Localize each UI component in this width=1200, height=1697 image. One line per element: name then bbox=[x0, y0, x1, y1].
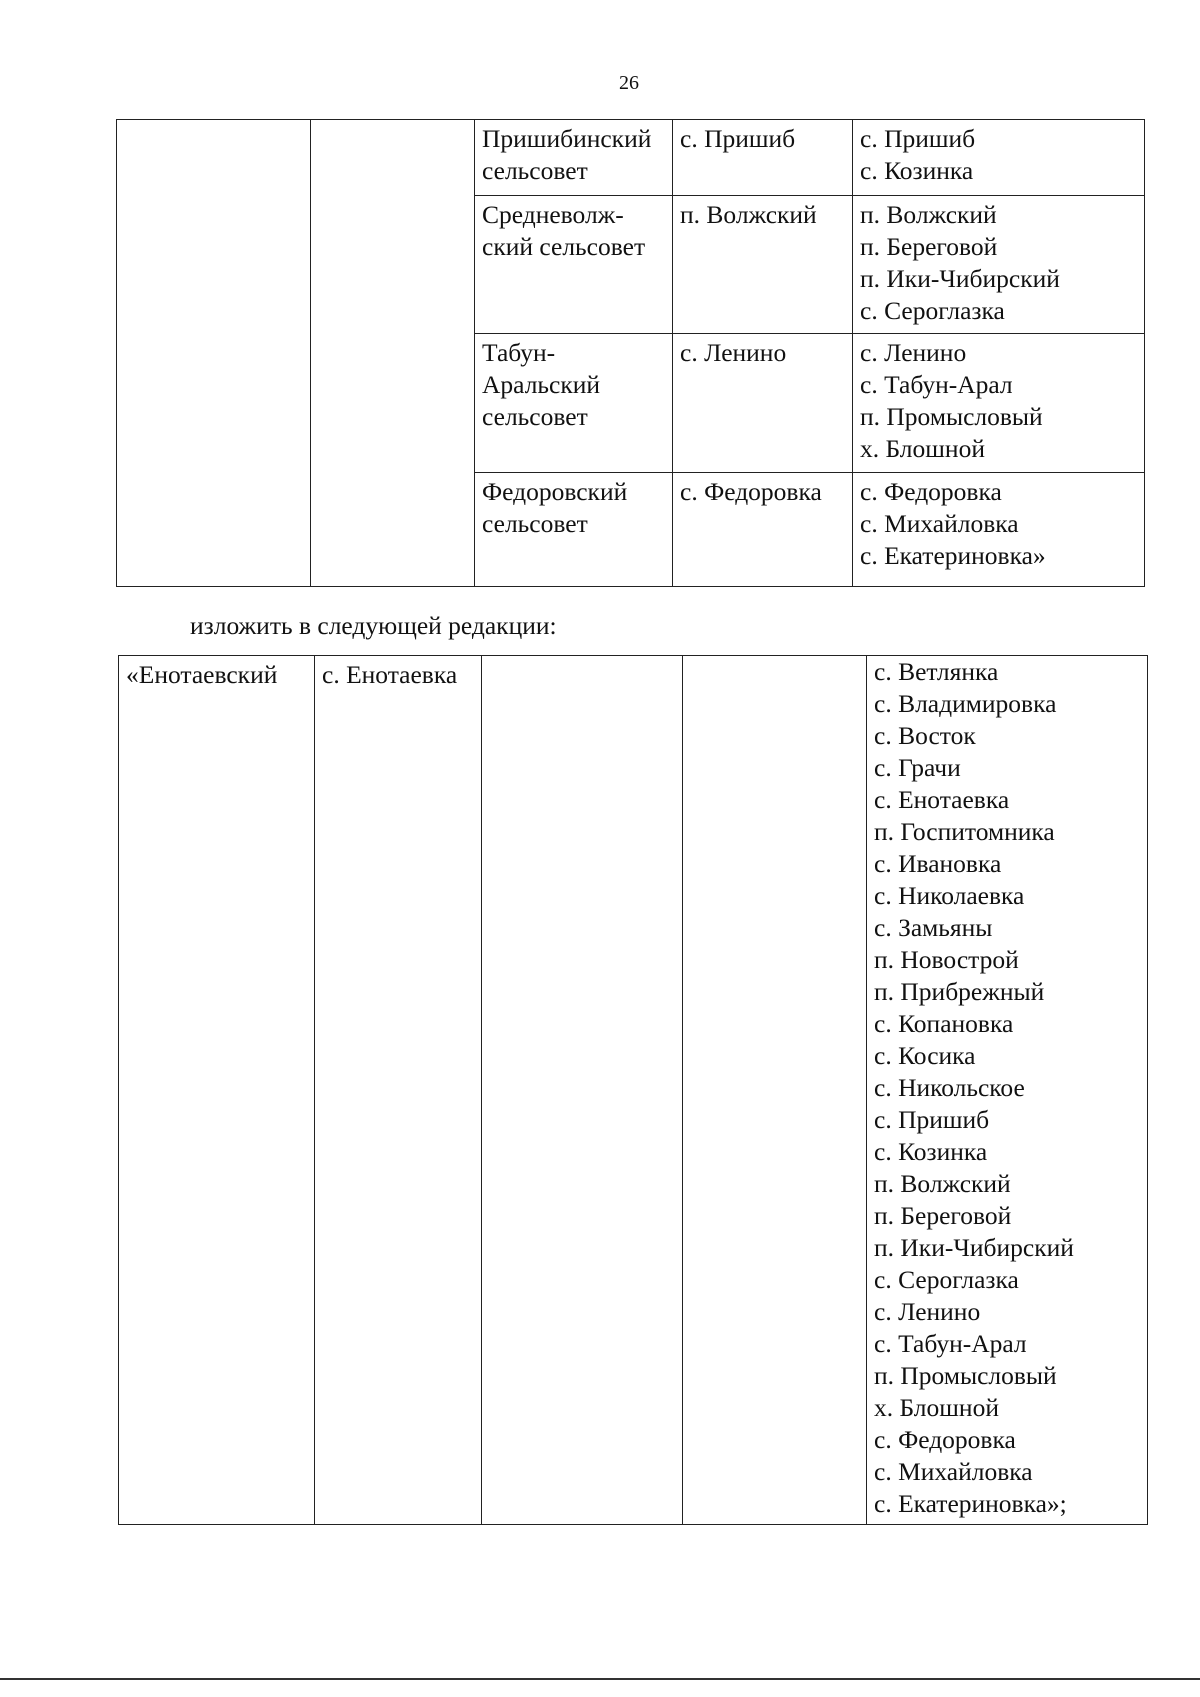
settlement: с. Сероглазка bbox=[874, 1265, 1019, 1294]
settlement: с. Михайловка bbox=[874, 1457, 1033, 1486]
settlement: с. Пришиб bbox=[874, 1105, 990, 1134]
settlement: с. Николаевка bbox=[874, 881, 1025, 910]
settlement: п. Ики-Чибирский bbox=[874, 1233, 1074, 1262]
settlement: с. Михайловка bbox=[860, 509, 1019, 538]
council-cell bbox=[475, 473, 673, 587]
council-center: п. Волжский bbox=[680, 200, 817, 229]
council-center: с. Пришиб bbox=[680, 124, 796, 153]
bottom-table bbox=[118, 655, 1148, 1525]
council-center-cell-empty bbox=[683, 656, 867, 1525]
settlement: п. Волжский bbox=[874, 1169, 1011, 1198]
settlements-cell bbox=[853, 473, 1145, 587]
settlement: с. Ленино bbox=[860, 338, 967, 367]
council-center-cell bbox=[673, 196, 853, 334]
council-center: с. Федоровка bbox=[680, 477, 822, 506]
settlement: х. Блошной bbox=[874, 1393, 999, 1422]
settlement: с. Ветлянка bbox=[874, 657, 999, 686]
district-name: «Енотаевский bbox=[126, 660, 278, 689]
district-cell bbox=[119, 656, 315, 1525]
council-line: Средневолж- bbox=[482, 200, 624, 229]
council-line: Табун- bbox=[482, 338, 556, 367]
settlements-cell bbox=[853, 196, 1145, 334]
settlement: с. Владимировка bbox=[874, 689, 1057, 718]
lead-text: изложить в следующей редакции: bbox=[190, 611, 557, 640]
settlement: п. Госпитомника bbox=[874, 817, 1055, 846]
council-line: Аральский bbox=[482, 370, 601, 399]
settlement: с. Енотаевка bbox=[874, 785, 1010, 814]
council-cell bbox=[475, 196, 673, 334]
council-center-cell bbox=[673, 334, 853, 473]
council-line: Федоровский bbox=[482, 477, 628, 506]
council-line: сельсовет bbox=[482, 509, 588, 538]
district-center: с. Енотаевка bbox=[322, 660, 458, 689]
settlement: п. Промысловый bbox=[860, 402, 1043, 431]
council-center: с. Ленино bbox=[680, 338, 787, 367]
settlement: с. Копановка bbox=[874, 1009, 1014, 1038]
settlement: п. Прибрежный bbox=[874, 977, 1045, 1006]
settlements-cell bbox=[867, 656, 1148, 1525]
settlements-cell bbox=[853, 334, 1145, 473]
settlement: п. Промысловый bbox=[874, 1361, 1057, 1390]
council-line: сельсовет bbox=[482, 402, 588, 431]
table-row bbox=[119, 656, 1148, 1525]
bottom-divider bbox=[0, 1678, 1200, 1680]
settlement: с. Козинка bbox=[874, 1137, 988, 1166]
page-number: 26 bbox=[619, 72, 639, 94]
district-center-cell bbox=[315, 656, 482, 1525]
settlement: п. Ики-Чибирский bbox=[860, 264, 1060, 293]
settlement: с. Косика bbox=[874, 1041, 976, 1070]
settlement: с. Табун-Арал bbox=[874, 1329, 1027, 1358]
settlement: п. Новострой bbox=[874, 945, 1019, 974]
center-cell-empty bbox=[311, 120, 475, 587]
table-row bbox=[117, 120, 1145, 196]
settlement: с. Замьяны bbox=[874, 913, 993, 942]
council-center-cell bbox=[673, 473, 853, 587]
council-cell bbox=[475, 120, 673, 196]
settlement: с. Пришиб bbox=[860, 124, 976, 153]
settlement: п. Береговой bbox=[860, 232, 998, 261]
council-line: ский сельсовет bbox=[482, 232, 646, 261]
settlement: с. Сероглазка bbox=[860, 296, 1005, 325]
settlement: с. Ленино bbox=[874, 1297, 981, 1326]
district-cell-empty bbox=[117, 120, 311, 587]
settlement: с. Федоровка bbox=[860, 477, 1002, 506]
settlement: х. Блошной bbox=[860, 434, 985, 463]
settlement: с. Екатериновка»; bbox=[874, 1489, 1067, 1518]
settlement: п. Волжский bbox=[860, 200, 997, 229]
settlements-cell bbox=[853, 120, 1145, 196]
settlement: п. Береговой bbox=[874, 1201, 1012, 1230]
settlement: с. Федоровка bbox=[874, 1425, 1016, 1454]
settlement: с. Ивановка bbox=[874, 849, 1002, 878]
council-line: Пришибинский bbox=[482, 124, 652, 153]
top-table bbox=[116, 119, 1145, 587]
settlement: с. Табун-Арал bbox=[860, 370, 1013, 399]
settlement: с. Грачи bbox=[874, 753, 961, 782]
council-cell bbox=[475, 334, 673, 473]
council-cell-empty bbox=[482, 656, 683, 1525]
settlement: с. Козинка bbox=[860, 156, 974, 185]
council-center-cell bbox=[673, 120, 853, 196]
settlement: с. Никольское bbox=[874, 1073, 1025, 1102]
council-line: сельсовет bbox=[482, 156, 588, 185]
settlement: с. Восток bbox=[874, 721, 976, 750]
settlement: с. Екатериновка» bbox=[860, 541, 1046, 570]
